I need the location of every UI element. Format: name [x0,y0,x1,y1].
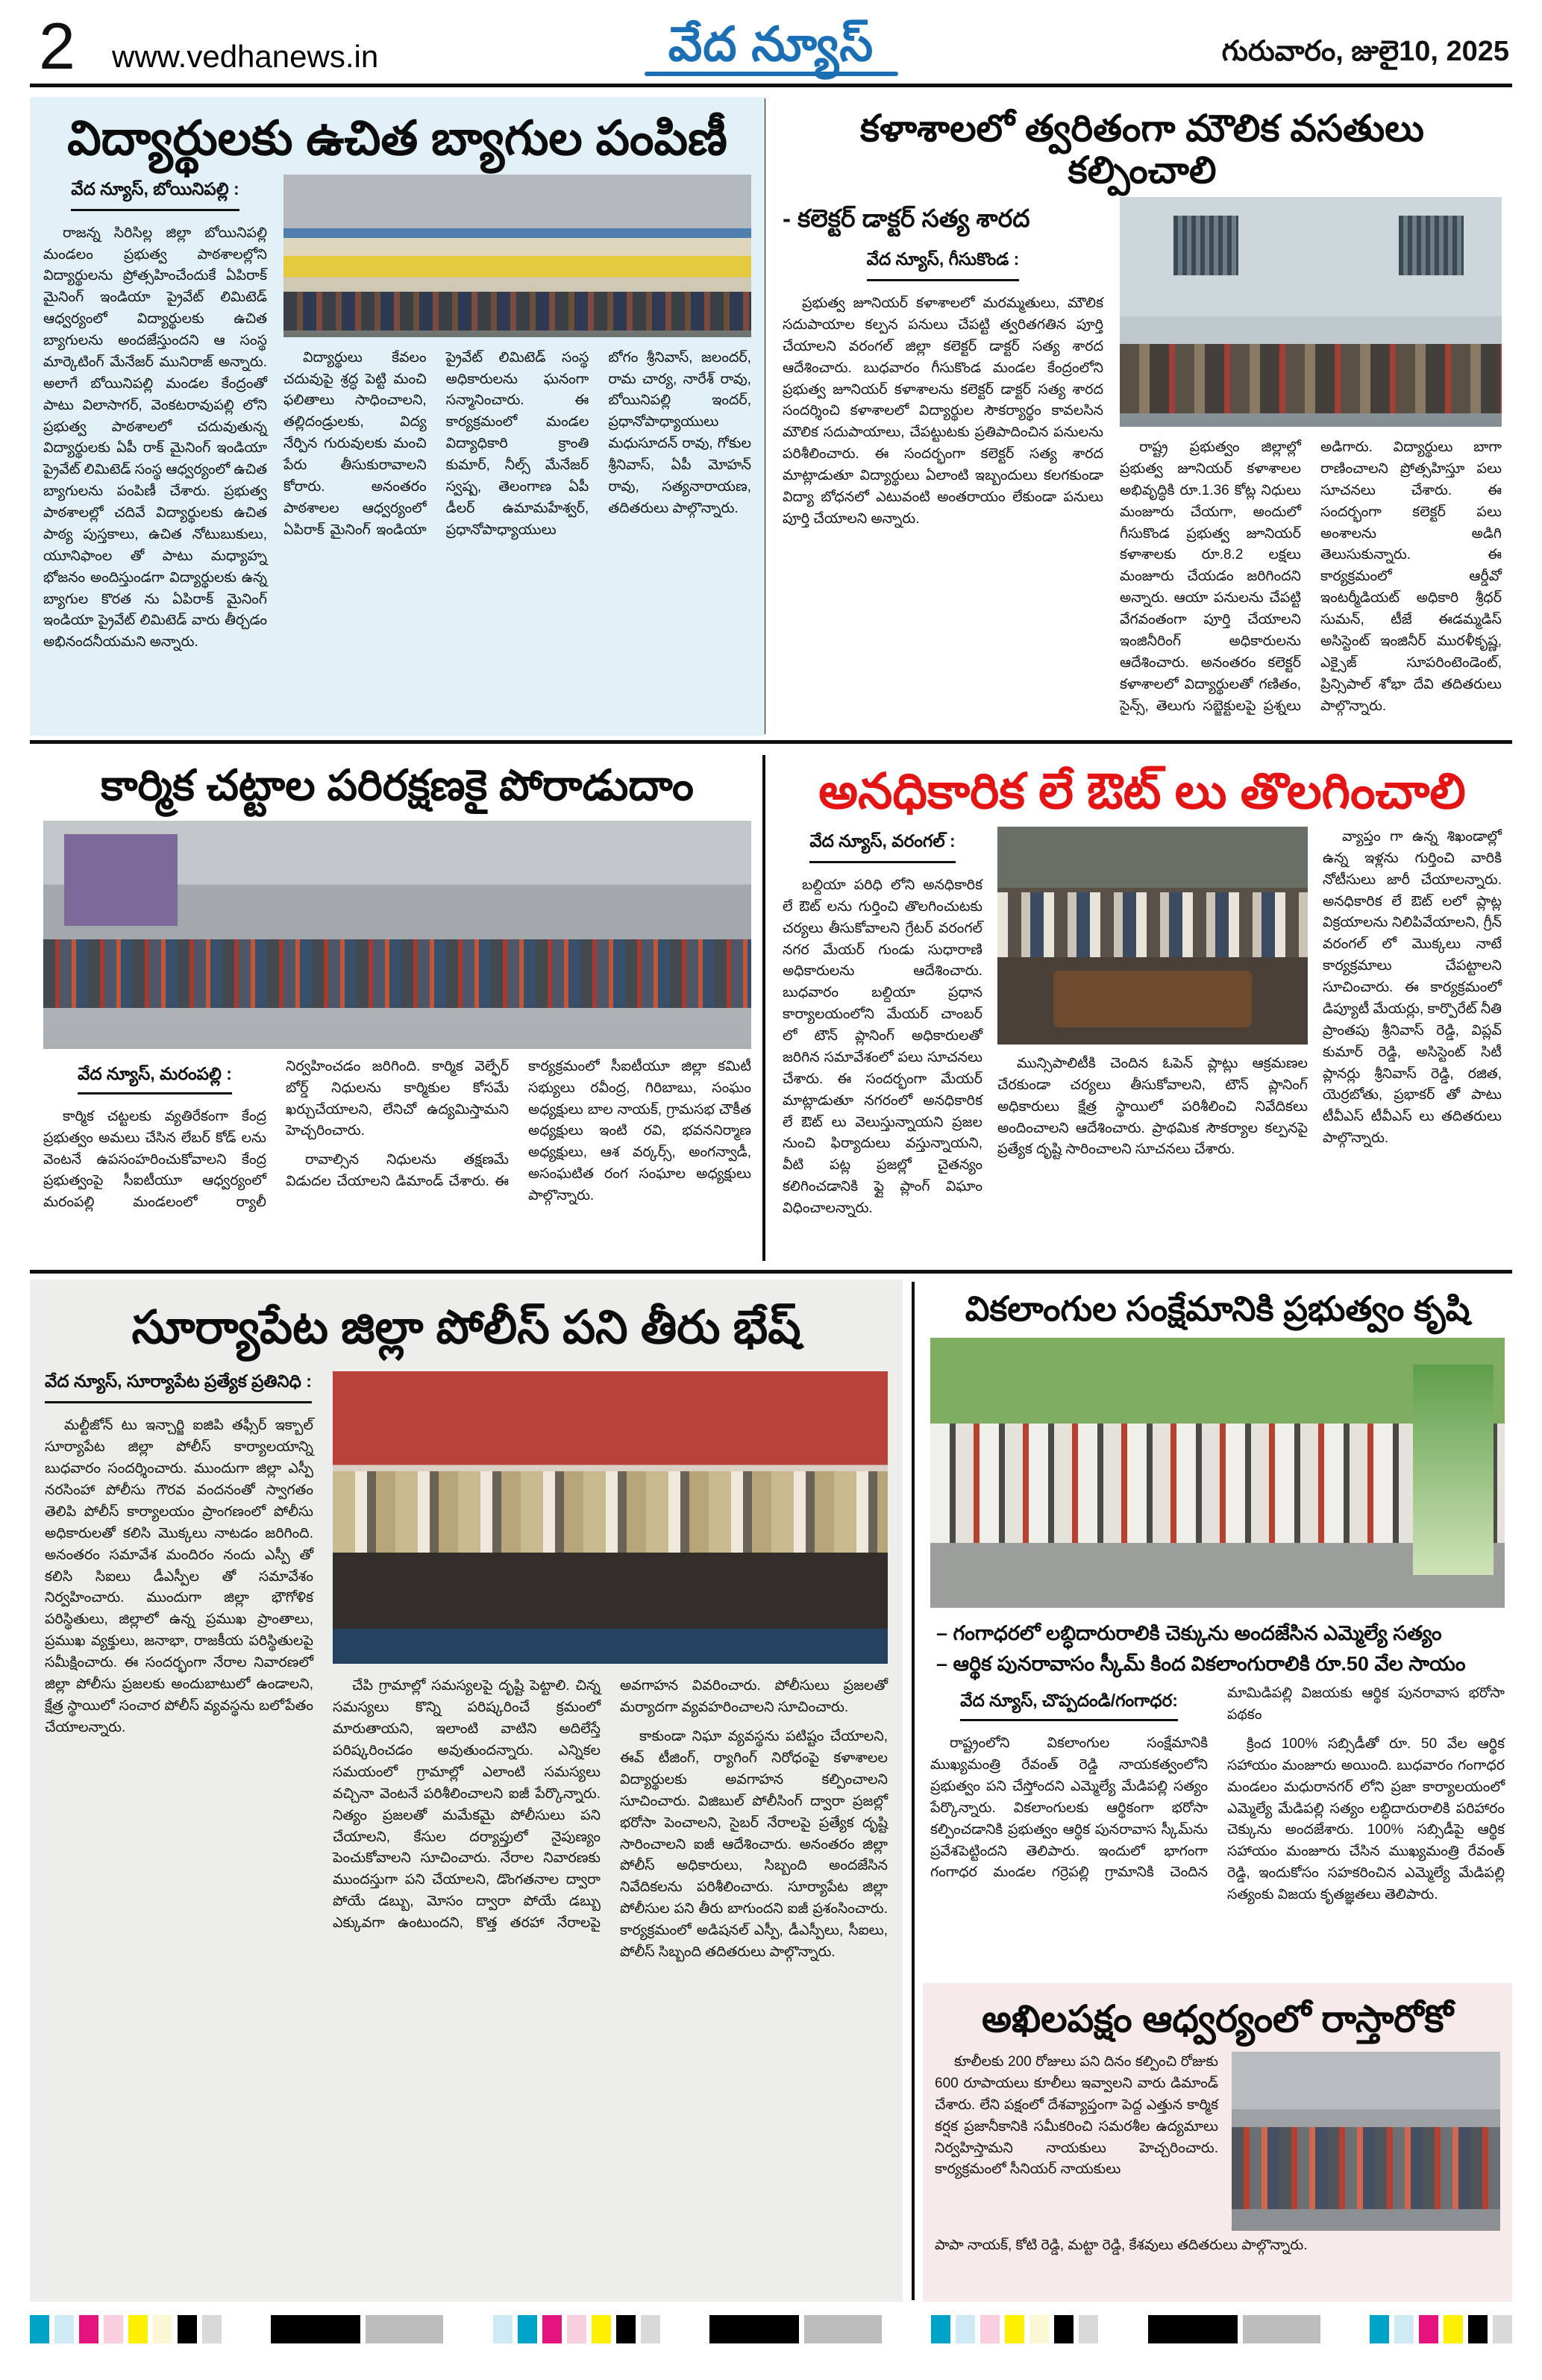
registration-block [709,2315,882,2343]
article-body: రాష్ట్రంలోని వికలాంగుల సంక్షేమానికి ముఖ్యమంత్రి రేవంత్ రెడ్డి నాయకత్వంలోని ప్రభుత్వం పని చేస్తోందని ఎమ్మెల్యే మేడిపల్లి సత్యం పేర్కొన్నారు. వికలాంగులకు ఆర్థికంగా భరోసా కల్పించడానికి ప్రభుత్వం ఆర్థిక పునరావాస స్కీమ్‌ను ప్రవేశపెట్టిందని తెలిపారు. ఇందులో భాగంగా గంగాధర మండల గర్రెపల్లి గ్రామానికి చెందిన మామిడిపల్లి విజయకు ఆర్థిక పునరావాస భరోసా పథకం [930,1685,1505,1881]
article-body: విద్యార్థులు కేవలం చదువుపై శ్రద్ధ పెట్టి మంచి ఫలితాలు సాధించాలని, తల్లిదండ్రులకు, విద్య నేర్పిన గురువులకు మంచి పేరు తీసుకురావాలని కోరారు. అనంతరం పాఠశాలల ఆధ్వర్యంలో ఏపిరాక్ మైనింగ్ ఇండియా ప్రైవేట్ లిమిటెడ్ సంస్థ అధికారులను ఘనంగా సన్మానించారు. ఈ కార్యక్రమంలో మండల విద్యాధికారి క్రాంతి కుమార్, నీల్స్ మేనేజర్ స్వష్ప, తెలంగాణ ఏపీ డీలర్ ఉమామహేశ్వర్, ప్రధానోపాధ్యాయులు బోగం శ్రీనివాస్, జలందర్, రామ చార్య, నారేశ్ రావు, బోయినిపల్లి ఇందర్, ప్రధానోపాధ్యాయులు మధుసూదన్ రావు, గోకుల శ్రీనివాస్, ఏపీ మోహన్ రావు, సత్యనారాయణ, తదితరులు పాల్గొన్నారు. [283,349,751,538]
article-body: వ్యాప్తం గా ఉన్న శిఖండాల్లో ఉన్న ఇళ్లను గుర్తించి వారికి నోటీసులు జారీ చేయాలన్నారు. అనధికారిక లే ఔట్ లలో ప్లాట్ల విక్రయాలను నిలిపివేయాలని, గ్రీన్ వరంగల్ లో మొక్కలు నాటే కార్యక్రమాలు చేపట్టాలని సూచించారు. ఈ కార్యక్రమంలో డిప్యూటీ మేయర్లు, కార్పొరేట్ నీతి ప్రాంతపు శ్రీనివాస్ రెడ్డి, విప్లవ్ కుమార్ రెడ్డి, అసిస్టెంట్ సిటీ ప్లానర్లు శ్రీనివాస్ రెడ్డి, రజిత, యెర్రబోతు, ప్రభాకర్ తో పాటు టీవీఎస్ టీవీఎస్ లు తదితరులు పాల్గొన్నారు. [1323,828,1502,1147]
header-rule [30,84,1512,87]
color-bar-group [493,2315,660,2343]
article-suryapet-police [30,1280,903,2302]
article-bullet: – గంగాధరలో లబ్ధిదారురాలికి చెక్కును అందజేసిన ఎమ్మెల్యే సత్యం [936,1621,1442,1644]
masthead-underline [645,72,898,76]
photo-cheque-distribution [930,1338,1505,1608]
article-headline: అఖిలపక్షం ఆధ్వర్యంలో రాస్తారోకో [981,1998,1454,2040]
byline: వేద న్యూస్, గీసుకొండ : [867,249,1020,281]
article-headline: కళాశాలలో త్వరితంగా మౌలిక వసతులు కల్పించాలి [860,107,1424,191]
article-body: రాష్ట్ర ప్రభుత్వం జిల్లాల్లో ప్రభుత్వ జూనియర్ కళాశాలల అభివృద్ధికి రూ.1.36 కోట్ల నిధులు మంజూరు చేయగా, అందులో గీసుకొండ ప్రభుత్వ జూనియర్ కళాశాలకు రూ.8.2 లక్షలు మంజూరు చేయడం జరిగిందని అన్నారు. ఆయా పనులను చేపట్టి వేగవంతంగా పూర్తి చేయాలని ఇంజినీరింగ్ అధికారులను ఆదేశించారు. అనంతరం కలెక్టర్ కళాశాలలో విద్యార్థులతో గణితం, సైన్స్, తెలుగు సబ్జెక్టులపై ప్రశ్నలు అడిగారు. విద్యార్థులు బాగా రాణించాలని ప్రోత్సహిస్తూ పలు సూచనలు చేశారు. ఈ సందర్భంగా కలెక్టర్ పలు అంశాలను అడిగి తెలుసుకున్నారు. ఈ కార్యక్రమంలో ఆర్డీవో ఇంటర్మీడియట్ అధికారి శ్రీధర్ సుమన్, టీజే ఈడమ్మడిస్ అసిస్టెంట్ ఇంజినీర్ మురళీకృష్ణ, ఎక్సైజ్ సూపరింటెండెంట్, ప్రిన్సిపాల్ శోభా దేవి తదితరులు పాల్గొన్నారు. [1120,439,1502,714]
article-body: కూలీలకు 200 రోజులు పని దినం కల్పించి రోజుకు 600 రూపాయలు కూలీలు ఇవ్వాలని వారు డిమాండ్ చేశారు. లేని పక్షంలో దేశవ్యాప్తంగా పెద్ద ఎత్తున కార్మిక కర్షక ప్రజానీకానికి సమీకరించి సమరశీల ఉద్యమాలు నిర్వహిస్తామని నాయకులు హెచ్చరించారు. కార్యక్రమంలో సీనియర్ నాయకులు [935,2054,1218,2178]
article-body: పాపా నాయక్, కోటి రెడ్డి, మట్టా రెడ్డి, కేశవులు తదితరులు పాల్గొన్నారు. [935,2237,1308,2253]
photo-students-with-bags [283,175,751,337]
article-body: కార్మిక చట్టలకు వ్యతిరేకంగా కేంద్ర ప్రభుత్వం అమలు చేసిన లేబర్ కోడ్ లను వెంటనే ఉపసంహరించుకోవాలని కేంద్ర ప్రభుత్వంపై సీఐటీయూ ఆధ్వర్యంలో మరంపల్లి మండలంలో ర్యాలీ నిర్వహించడం జరిగింది. కార్మిక వెల్ఫేర్ బోర్డ్ నిధులను కార్మికుల కోసమే ఖర్చుచేయాలని, లేనిచో ఉద్యమిస్తామని హెచ్చరించారు. [43,1058,509,1211]
article-headline: సూర్యాపేట జిల్లా పోలీస్ పని తీరు భేష్ [131,1302,801,1353]
article-body: బల్దియా పరిధి లోని అనధికారిక లే ఔట్ లను గుర్తించి తొలగించుటకు చర్యలు తీసుకోవాలని గ్రేటర్ వరంగల్ నగర మేయర్ గుండు సుధారాణి అధికారులను ఆదేశించారు. బుధవారం బల్దియా ప్రధాన కార్యాలయంలోని మేయర్ చాంబర్ లో టౌన్ ప్లానింగ్ అధికారులతో జరిగిన సమావేశంలో పలు సూచనలు చేశారు. ఈ సందర్భంగా మేయర్ మాట్లాడుతూ నగరంలో అనధికారిక లే ఔట్ లు వెలుస్తున్నాయని ప్రజల నుంచి ఫిర్యాదులు వస్తున్నాయని, వీటి పట్ల ప్రజల్లో చైతన్యం కలిగించడానికి ఫ్లై ప్లాంగ్ విఘాం విధించాలన్నారు. [783,877,982,1217]
article-headline-red: అనధికారిక లే ఔట్ లు తొలగించాలి [818,763,1466,818]
article-body: చేపి గ్రామాల్లో సమస్యలపై దృష్టి పెట్టాలి. చిన్న సమస్యలు కొన్ని పరిష్కరించే క్రమంలో మారుతాయని, ఇలాంటి వాటిని అదిలేస్తే పరిష్కరించడం అవుతుందన్నారు. ఎన్నికల సమయంలో గ్రామాల్లో ఎలాంటి సమస్యలు వచ్చినా వెంటనే పరిశీలించాలని ఐజీ పేర్కొన్నారు. నిత్యం ప్రజలతో మమేకమై పోలీసులు పని చేయాలని, కేసుల దర్యాప్తులో నైపుణ్యం పెంచుకోవాలని సూచించారు. నేరాల నివారణకు ముందస్తుగా పని చేయాలని, డొంగతనాల ద్వారా పోయే డబ్బు, మోసం ద్వారా పోయే డబ్బు ఎక్కువగా ఉంటుందని, కొత్త తరహా నేరాలపై అవగాహన వివరించారు. పోలీసులు ప్రజలతో మర్యాదగా వ్యవహరించాలని సూచించారు. [333,1678,888,1932]
registration-block [1148,2315,1320,2343]
article-body: మున్సిపాలిటీకి చెందిన ఓపెన్ ప్లాట్లు ఆక్రమణల చేరకుండా చర్యలు తీసుకోవాలని, టౌన్ ప్లానింగ్ అధికారులు క్షేత్ర స్థాయిలో పరిశీలించి నివేదికలు అందించాలని ఆదేశించారు. ప్రాథమిక సౌకర్యాల కల్పనపై ప్రత్యేక దృష్టి సారించాలని సూచనలు చేశారు. [997,1055,1308,1158]
photo-mayor-meeting [997,827,1308,1045]
article-unauthorized-layouts [772,754,1512,1262]
byline: వేద న్యూస్, చొప్పదండి/గంగాధర: [960,1688,1178,1721]
article-rasta-roko [923,1983,1512,2302]
photo-rasta-roko [1232,2052,1500,2231]
masthead-logo: వేద న్యూస్ [668,17,874,71]
photo-ig-press-meet [333,1371,888,1664]
article-subhead: - కలెక్టర్ డాక్టర్ సత్య శారద [783,204,1030,232]
byline: వేద న్యూస్, వరంగల్ : [809,831,955,863]
byline: వేద న్యూస్, సూర్యాపేట ప్రత్యేక ప్రతినిధి : [45,1371,312,1403]
row-divider [30,1270,1512,1274]
page-number: 2 [39,9,75,83]
article-body: రావాల్సిన నిధులను తక్షణమే విడుదల చేయాలని డిమాండ్ చేశారు. ఈ కార్యక్రమంలో సీఐటీయూ జిల్లా కమిటీ సభ్యులు రవీంద్ర, గిరిబాబు, సంఘం అధ్యక్షులు బాల నాయక్, గ్రామసభ చౌకీత అధ్యక్షులు ఇంటి రవి, భవననిర్మాణ అధ్యక్షులు, ఆశ వర్కర్స్, అంగన్వాడీ, అసంఘటిత రంగ సంఘాల అధ్యక్షులు పాల్గొన్నారు. [286,1058,751,1204]
article-headline: విద్యార్థులకు ఉచిత బ్యాగుల పంపిణీ [67,111,727,165]
registration-block [271,2315,443,2343]
article-college-facilities [772,97,1512,736]
article-body: మల్టీజోన్ టు ఇన్చార్జి ఐజిపి తఫ్సీర్ ఇక్బాల్ సూర్యాపేట జిల్లా పోలీస్ కార్యాలయాన్ని బుధవారం సందర్శించారు. ముందుగా జిల్లా ఎస్పీ నరసింహా పోలీసు గౌరవ వందనంతో స్వాగతం తెలిపి పోలీస్ కార్యాలయం ప్రాంగణంలో పోలీసు అధికారులతో కలిసి మొక్కలు నాటడం జరిగింది. అనంతరం సమావేశ మందిరం నందు ఎస్పీ తో కలిసి సిఐలు డీఎస్పీల తో సమావేశం నిర్వహించారు. ముందుగా జిల్లా భౌగోళిక పరిస్థితులు, జిల్లాలో ఉన్న ప్రముఖ ప్రాంతాలు, ప్రముఖ వ్యక్తులు, జనాభా, రాజకీయ పరిస్థితులపై సమీక్షించారు. ఈ సందర్భంగా నేరాల నివారణలో జిల్లా పోలీసు ప్రజలకు అందుబాటులో ఉండాలని, క్షేత్ర స్థాయిలో సంచార పోలీస్ వ్యవస్థను బలోపేతం చేయాలన్నారు. [45,1418,313,1735]
byline: వేద న్యూస్, మరంపల్లి : [78,1061,232,1095]
article-body: ప్రభుత్వ జూనియర్ కళాశాలలో మరమ్మతులు, మౌలిక సదుపాయాల కల్పన పనులు చేపట్టి త్వరితగతిన పూర్తి చేయాలని వరంగల్ జిల్లా కలెక్టర్ డాక్టర్ సత్య శారద ఆదేశించారు. బుధవారం గీసుకొండ మండల కేంద్రంలోని ప్రభుత్వ జూనియర్ కళాశాలను కలెక్టర్ డాక్టర్ సత్య శారద సందర్శించి కళాశాలలో విద్యార్థుల సౌకర్యార్థం కావలసిన మౌలిక సదుపాయాలు, చేపట్టుటకు ప్రతిపాదించిన పనులను పరిశీలించారు. ఈ సందర్భంగా కలెక్టర్ సత్య శారద మాట్లాడుతూ విద్యార్థులు ఏలాంటి ఇబ్బందులు కలగకుండా విద్యా బోధనలో ఎటువంటి అంతరాయం లేకుండా పనులు పూర్తి చేయాలని అన్నారు. [783,295,1103,527]
print-calibration-bars [30,2315,1512,2343]
article-body: కాకుండా నిఘా వ్యవస్థను పటిష్టం చేయాలని, ఈవ్ టీజింగ్, ర్యాగింగ్ నిరోధంపై కళాశాలల విద్యార్థులకు అవగాహన కల్పించాలని సూచించారు. విజిబుల్ పోలీసింగ్ ద్వారా ప్రజల్లో భరోసా పెంచాలని, సైబర్ నేరాలపై ప్రత్యేక దృష్టి సారించాలని ఐజీ ఆదేశించారు. అనంతరం జిల్లా పోలీస్ అధికారులు, సిబ్బంది అందజేసిన నివేదికలను పరిశీలించారు. సూర్యాపేట జిల్లా పోలీసుల పని తీరు బాగుందని ఐజీ ప్రశంసించారు. కార్యక్రమంలో అడిషనల్ ఎస్పీ, డీఎస్పీలు, సీఐలు, పోలీస్ సిబ్బంది తదితరులు పాల్గొన్నారు. [620,1729,888,1960]
color-bar-group [1370,2315,1512,2343]
article-labour-laws [30,754,765,1262]
color-bar-group [931,2315,1098,2343]
article-bullet: – ఆర్థిక పునరావాసం స్కీమ్ కింద వికలాంగురాలికి రూ.50 వేల సాయం [936,1653,1466,1676]
photo-collector-inspection [1120,197,1502,427]
article-free-bags [30,97,765,736]
color-bar-group [30,2315,222,2343]
photo-citu-rally [43,821,751,1049]
article-body: క్రింద 100% సబ్సిడీతో రూ. 50 వేల ఆర్థిక సహాయం మంజూరు అయింది. బుధవారం గంగాధర మండలం మధురానగర్ లోని ప్రజా కార్యాలయంలో ఎమ్మెల్యే మేడిపల్లి సత్యం లబ్ధిదారురాలికి పరిహారం చెక్కును అందజేశారు. 100% సబ్సిడీపై ఆర్థిక సహాయం మంజూరు చేసిన ముఖ్యమంత్రి రేవంత్ రెడ్డి, ఇందుకోసం సహకరించిన ఎమ్మెల్యే మేడిపల్లి సత్యంకు విజయ కృతజ్ఞతలు తెలిపారు. [1227,1735,1505,1903]
row-divider [30,740,1512,744]
article-headline: కార్మిక చట్టాల పరిరక్షణకై పోరాడుదాం [101,762,694,809]
byline: వేద న్యూస్, బోయినిపల్లి : [71,179,239,211]
article-headline: వికలాంగుల సంక్షేమానికి ప్రభుత్వం కృషి [965,1289,1470,1328]
article-disabled-welfare [923,1280,1512,1977]
article-body: రాజన్న సిరిసిల్ల జిల్లా బోయినిపల్లి మండలం ప్రభుత్వ పాఠశాలల్లోని విద్యార్థులను ప్రోత్సహించేందుకే ఏపిరాక్ మైనింగ్ ఇండియా ప్రైవేట్ లిమిటెడ్ ఆధ్వర్యంలో విద్యార్థులకు ఉచిత బ్యాగులను అందజేస్తుందని ఆ సంస్థ మార్కెటింగ్ మేనేజర్ మునిరాజ్ అన్నారు. అలాగే బోయినిపల్లి మండల కేంద్రంతో పాటు విలాసాగర్, వెంకటరావుపల్లి లోని ప్రభుత్వ పాఠశాలలో చదువుతున్న విద్యార్థులకు ఏపీ రాక్ మైనింగ్ ఇండియా ప్రైవేట్ లిమిటెడ్ సంస్థ ఆధ్వర్యంలో ఉచిత బ్యాగులను పంపిణీ చేశారు. ప్రభుత్వ పాఠశాలల్లో చదివే విద్యార్థులకు ఉచిత పాఠ్య పుస్తకాలు, ఉచిత నోటుబుకులు, యూనిఫాంల తో పాటు మధ్యాహ్న భోజనం అందిస్తుండగా విద్యార్థులకు ఉన్న బ్యాగుల కొరత ను ఏపిరాక్ మైనింగ్ ఇండియా ప్రైవేట్ లిమిటెడ్ వారు తీర్చడం అభినందనీయమని అన్నారు. [43,225,267,651]
website-url[interactable]: www.vedhanews.in [112,39,379,74]
edition-date: గురువారం, జులై10, 2025 [1221,36,1509,67]
column-divider [912,1282,915,2300]
